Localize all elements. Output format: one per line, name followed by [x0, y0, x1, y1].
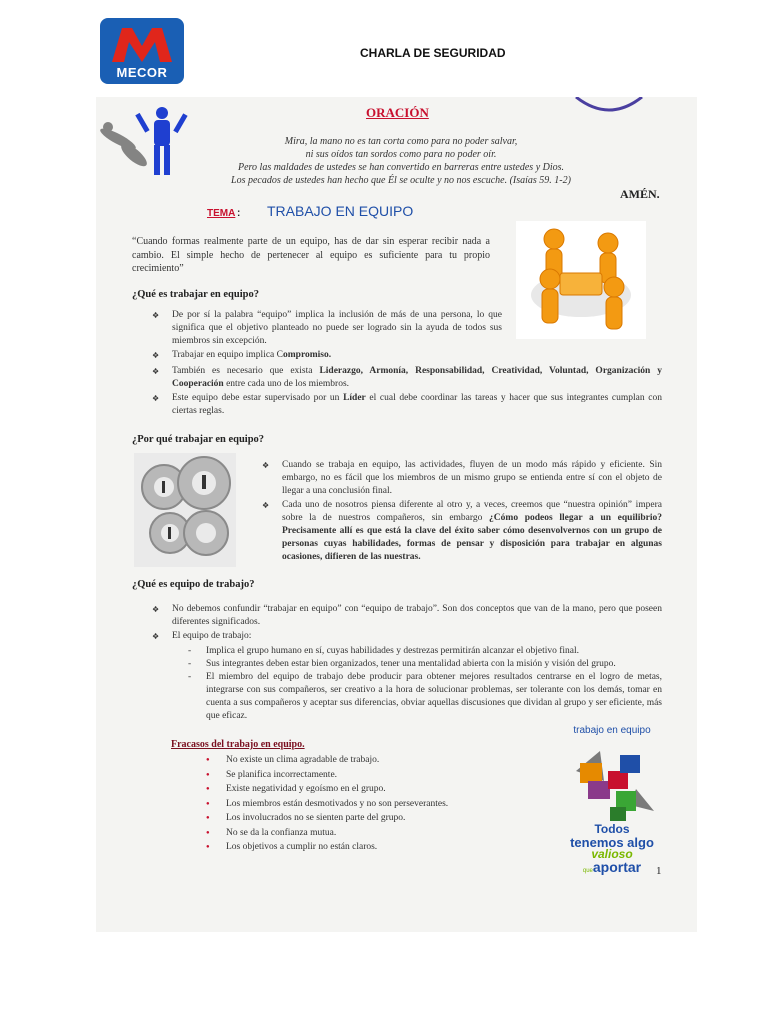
list-item-text: Este equipo debe estar supervisado por un — [172, 393, 344, 403]
slogan-line-1: Todos — [594, 822, 630, 836]
page-number: 1 — [656, 865, 662, 877]
tema-title: TRABAJO EN EQUIPO — [267, 203, 414, 219]
slogan-small: que — [582, 868, 593, 874]
list-item-bold: Liderazgo, Armonía, Responsabilidad, Creatividad, Voluntad, Organización y Cooperación — [172, 366, 663, 389]
list-item — [152, 630, 662, 643]
logo-text: MECOR — [116, 65, 168, 80]
section2-heading: ¿Por qué trabajar en equipo? — [132, 434, 265, 445]
gears-team-icon — [134, 453, 236, 567]
team-image-caption: trabajo en equipo — [573, 725, 651, 736]
prayer-line: Los pecados de ustedes han hecho que Él se oculte y no nos escuche. (Isaías 59. 1-2) — [231, 175, 571, 186]
fracasos-list — [204, 753, 544, 855]
list-item-bold: ¿Cómo podeos llegar a un equilibrio? Precisamente allí es que está la clave del éxito saber cómo desenvolvernos con un grupo de personas cuyas habilidades, formas de pensar y disposición para trabajar en algunas ocasiones, difieren de las nuestras. — [282, 513, 662, 562]
blocks-icon — [570, 741, 656, 823]
tema-colon: : — [237, 208, 241, 219]
list-item: - El miembro del equipo de trabajo debe producir para obtener mejores resultados centrarse en el logro de metas, integrarse con sus compañeros, ser creativo a la hora de solucionar problemas, ser tolerante con los demás, tomar en cuenta a sus compañeros y aceptar sus diferencias, obviar aquellas discusiones que dividan al grupo y ser eficiente, más que eficaz. — [186, 671, 662, 723]
team-image — [562, 725, 662, 875]
tema-label: TEMA — [207, 208, 236, 219]
orange-team-icon — [516, 221, 646, 339]
fracasos-title: Fracasos del trabajo en equipo. — [171, 739, 305, 750]
slogan-line-4 — [562, 859, 662, 875]
list-item-text: También es necesario que exista — [172, 366, 320, 376]
section1-heading: ¿Qué es trabajar en equipo? — [132, 289, 259, 300]
list-item — [152, 603, 662, 629]
prayer-text — [186, 135, 616, 187]
list-item-text: el cual debe coordinar las tareas y hacer que sus integrantes cumplan con ciertas reglas. — [172, 393, 662, 416]
list-item: ● Existe negatividad y egoísmo en el grupo. — [204, 782, 544, 797]
list-item-bold: ompromiso. — [283, 350, 332, 360]
list-item: ● Los objetivos a cumplir no están claros. — [204, 840, 544, 855]
mecor-m-icon — [108, 24, 176, 64]
stamp-icon — [574, 97, 644, 113]
quote-text: “Cuando formas realmente parte de un equipo, has de dar sin esperar recibir nada a cambio. El simple hecho de pertenecer al equipo es suficiente para tu propio crecimiento” — [132, 236, 490, 274]
list-item — [152, 392, 662, 418]
list-item — [152, 309, 502, 348]
list-item: ● Los involucrados no se sienten parte del grupo. — [204, 811, 544, 826]
list-item-text: De por sí la palabra “equipo” implica la inclusión de más de una persona, lo que significa que el objetivo planteado no puede ser logrado sin la ayuda de todos sus miembros sin excepción. — [172, 310, 502, 346]
list-item-text: Cuando se trabaja en equipo, las actividades, fluyen de un modo más rápido y eficiente. Sin embargo, no es fácil que los miembros de un mismo grupo se entienda entre sí con el objeto de llegar a una conclusión final. — [282, 460, 662, 496]
list-item-text: No debemos confundir “trabajar en equipo” con “equipo de trabajo”. Son dos conceptos que van de la mano, pero que poseen diferentes significados. — [172, 604, 662, 627]
list-item: ● Los miembros están desmotivados y no son perseverantes. — [204, 797, 544, 812]
section3-heading: ¿Qué es equipo de trabajo? — [132, 579, 255, 590]
amen-text: AMÉN. — [620, 187, 660, 201]
list-item-bold: Líder — [343, 393, 366, 403]
slogan-word: aportar — [592, 859, 642, 875]
page-title: CHARLA DE SEGURIDAD — [360, 46, 506, 60]
slogan-line-3: valioso — [591, 847, 633, 861]
list-item-text: Trabajar en equipo implica C — [172, 350, 283, 360]
prayer-line: ni sus oídos tan sordos como para no poder oír. — [305, 149, 497, 160]
oracion-title: ORACIÓN — [366, 105, 429, 120]
section3-list — [152, 603, 662, 644]
list-item-text: El equipo de trabajo: — [172, 631, 252, 641]
list-item — [152, 365, 662, 391]
list-item — [262, 459, 662, 498]
list-item-text: Cada uno de nosotros piensa diferente al otro y, a veces, creemos que “nuestra opinión” impera sobre la de nuestros compañeros, sin embargo — [282, 500, 662, 523]
list-item: ● No se da la confianza mutua. — [204, 826, 544, 841]
document-sheet — [96, 97, 697, 932]
list-item — [262, 499, 662, 564]
list-item-text: entre cada uno de los miembros. — [223, 379, 350, 389]
section1-list-cont — [152, 365, 662, 419]
mecor-logo — [100, 18, 184, 84]
list-item: - Sus integrantes deben estar bien organizados, tener una mentalidad abierta con la misión y visión del grupo. — [186, 658, 662, 671]
list-item: - Implica el grupo humano en sí, cuyas habilidades y destrezas permitirán alcanzar el objetivo final. — [186, 645, 662, 658]
section2-list — [262, 459, 662, 565]
prayer-line: Mira, la mano no es tan corta como para no poder salvar, — [284, 136, 518, 147]
prayer-line: Pero las maldades de ustedes se han convertido en barreras entre ustedes y Dios. — [237, 162, 565, 173]
list-item: ● No existe un clima agradable de trabajo. — [204, 753, 544, 768]
list-item: ● Se planifica incorrectamente. — [204, 768, 544, 783]
section3-sublist — [186, 645, 662, 723]
list-item — [152, 349, 502, 362]
slogan-line-2: tenemos algo — [570, 835, 654, 850]
section1-list — [152, 309, 502, 363]
